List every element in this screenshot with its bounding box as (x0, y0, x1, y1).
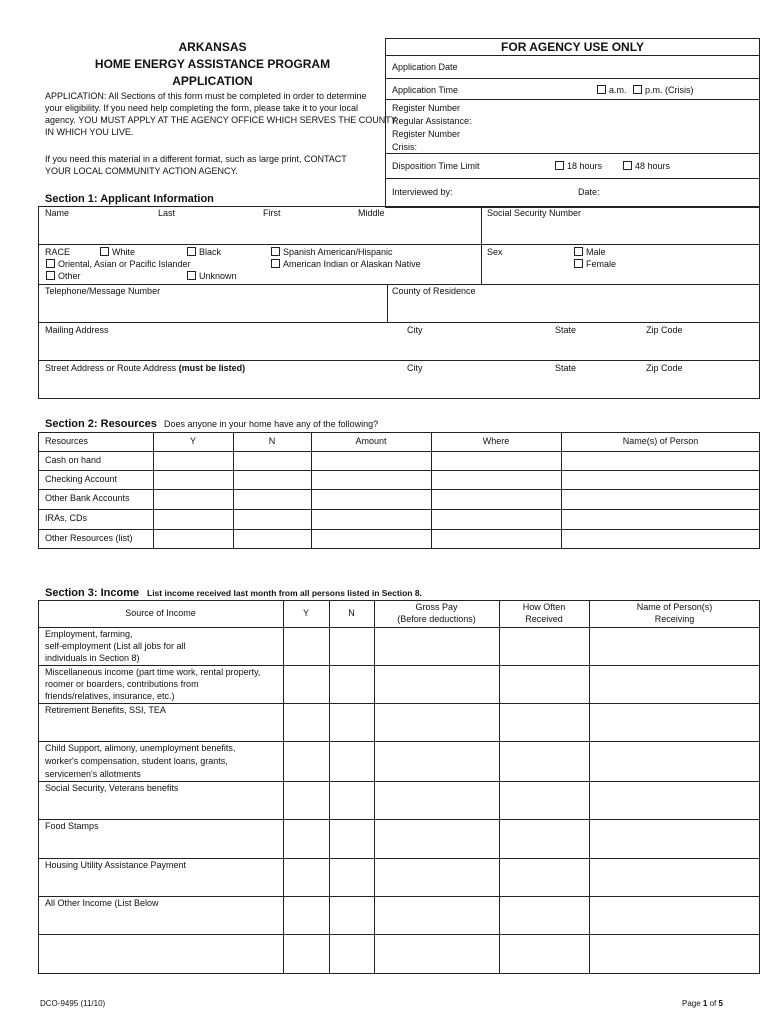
race-white-option[interactable]: White (100, 247, 135, 258)
format-note: YOUR LOCAL COMMUNITY ACTION AGENCY. (45, 166, 238, 176)
header-program: HOME ENERGY ASSISTANCE PROGRAM (94, 57, 331, 71)
race-other-checkbox[interactable] (46, 271, 55, 280)
race-other-option[interactable]: Other (46, 271, 81, 282)
resources-header: Resources (45, 436, 89, 446)
race-black-checkbox[interactable] (187, 247, 196, 256)
race-oriental-checkbox[interactable] (46, 259, 55, 268)
race-american-indian-option[interactable]: American Indian or Alaskan Native (271, 259, 421, 270)
resource-row-label: IRAs, CDs (45, 513, 88, 523)
street-city-label: City (407, 363, 423, 373)
race-spanish-option[interactable]: Spanish American/Hispanic (271, 247, 393, 258)
race-white-checkbox[interactable] (100, 247, 109, 256)
resources-names-header: Name(s) of Person (622, 436, 699, 446)
resource-row-label: Checking Account (45, 474, 118, 484)
income-row-label: Retirement Benefits, SSI, TEA (45, 705, 166, 715)
section2-question: Does anyone in your home have any of the following? (164, 419, 379, 429)
resources-amount-header: Amount (355, 436, 387, 446)
date-label: Date: (578, 187, 600, 197)
income-row-label: Miscellaneous income (part time work, rental property, (45, 667, 261, 677)
interviewed-label: Interviewed by: (392, 187, 453, 197)
how-often-header: How Often (522, 602, 566, 612)
race-unknown-checkbox[interactable] (187, 271, 196, 280)
persons-receiving-subheader: Receiving (654, 614, 695, 624)
street-zip-label: Zip Code (646, 363, 683, 373)
income-row-label: self-employment (List all jobs for all (45, 641, 186, 651)
race-american-indian-checkbox[interactable] (271, 259, 280, 268)
hours48-option[interactable]: 48 hours (623, 161, 670, 172)
resources-y-header: Y (189, 436, 196, 446)
pm-checkbox[interactable] (633, 85, 642, 94)
income-row-label: roomer or boarders, contributions from (45, 679, 199, 689)
agency-title: FOR AGENCY USE ONLY (501, 40, 644, 54)
last-name-label: Last (158, 208, 176, 218)
instruction-line: agency. YOU MUST APPLY AT THE AGENCY OFFICE WHICH SERVES THE COUNTY (45, 115, 397, 125)
race-label: RACE (45, 247, 71, 257)
register-line: Register Number (392, 103, 461, 113)
sex-male-option[interactable]: Male (574, 247, 606, 258)
race-spanish-checkbox[interactable] (271, 247, 280, 256)
resource-row-label: Other Bank Accounts (45, 493, 130, 503)
header-doc: APPLICATION (172, 74, 253, 88)
sex-label: Sex (487, 247, 503, 257)
income-row-label: Housing Utility Assistance Payment (45, 860, 187, 870)
gross-pay-header: Gross Pay (415, 602, 458, 612)
register-line: Crisis: (392, 142, 417, 152)
instruction-line: IN WHICH YOU LIVE. (45, 127, 134, 137)
income-source-header: Source of Income (125, 608, 196, 618)
income-y-header: Y (302, 608, 309, 618)
page-indicator: Page 1 of 5 (682, 999, 723, 1008)
instruction-line: APPLICATION: All Sections of this form must be completed in order to determine (45, 91, 367, 101)
form-number: DCO-9495 (11/10) (40, 999, 106, 1008)
income-row-label: Employment, farming, (45, 629, 133, 639)
pm-option[interactable]: p.m. (Crisis) (633, 85, 694, 96)
mailing-address-label: Mailing Address (45, 325, 109, 335)
resource-row-label: Cash on hand (45, 455, 102, 465)
mailing-city-label: City (407, 325, 423, 335)
ssn-label: Social Security Number (487, 208, 582, 218)
resources-where-header: Where (482, 436, 510, 446)
race-oriental-option[interactable]: Oriental, Asian or Pacific Islander (46, 259, 191, 270)
register-line: Regular Assistance: (392, 116, 472, 126)
middle-name-label: Middle (358, 208, 385, 218)
section3-subtitle: List income received last month from all persons listed in Section 8. (147, 588, 422, 598)
income-row-label: servicemen's allotments (45, 769, 141, 779)
am-checkbox[interactable] (597, 85, 606, 94)
income-row-label: individuals in Section 8) (45, 653, 140, 663)
mailing-zip-label: Zip Code (646, 325, 683, 335)
hours18-option[interactable]: 18 hours (555, 161, 602, 172)
county-label: County of Residence (392, 286, 476, 296)
how-often-subheader: Received (525, 614, 563, 624)
sex-male-checkbox[interactable] (574, 247, 583, 256)
disposition-label: Disposition Time Limit (392, 161, 480, 171)
race-unknown-option[interactable]: Unknown (187, 271, 237, 282)
section3-title: Section 3: Income (45, 587, 140, 599)
income-row-label: Child Support, alimony, unemployment benefits, (45, 743, 236, 753)
hours18-checkbox[interactable] (555, 161, 564, 170)
street-state-label: State (555, 363, 577, 373)
sex-female-checkbox[interactable] (574, 259, 583, 268)
resources-n-header: N (268, 436, 276, 446)
resources-table (38, 432, 760, 549)
section2-title: Section 2: Resources (45, 418, 157, 430)
income-row-label: Food Stamps (45, 821, 99, 831)
income-row-label: worker's compensation, student loans, grants, (45, 756, 228, 766)
income-row-label: Social Security, Veterans benefits (45, 783, 179, 793)
race-black-option[interactable]: Black (187, 247, 221, 258)
sex-female-option[interactable]: Female (574, 259, 616, 270)
am-option[interactable]: a.m. (597, 85, 627, 96)
format-note: If you need this material in a different format, such as large print, CONTACT (45, 154, 347, 164)
section1-title: Section 1: Applicant Information (45, 193, 214, 205)
application-time-label: Application Time (392, 85, 459, 95)
income-n-header: N (348, 608, 355, 618)
gross-pay-subheader: (Before deductions) (397, 614, 476, 624)
register-line: Register Number (392, 129, 461, 139)
income-row-label: All Other Income (List Below (45, 898, 159, 908)
header-state: ARKANSAS (178, 40, 247, 54)
persons-receiving-header: Name of Person(s) (636, 602, 713, 612)
name-label: Name (45, 208, 70, 218)
resource-row-label: Other Resources (list) (45, 533, 133, 543)
hours48-checkbox[interactable] (623, 161, 632, 170)
mailing-state-label: State (555, 325, 577, 335)
first-name-label: First (263, 208, 281, 218)
income-row-label: friends/relatives, insurance, etc.) (45, 691, 175, 701)
instruction-line: your eligibility. If you need help completing the form, please take it to your local (45, 103, 359, 113)
telephone-label: Telephone/Message Number (45, 286, 161, 296)
application-date-label: Application Date (392, 62, 458, 72)
street-address-label: Street Address or Route Address (must be listed) (45, 363, 246, 373)
